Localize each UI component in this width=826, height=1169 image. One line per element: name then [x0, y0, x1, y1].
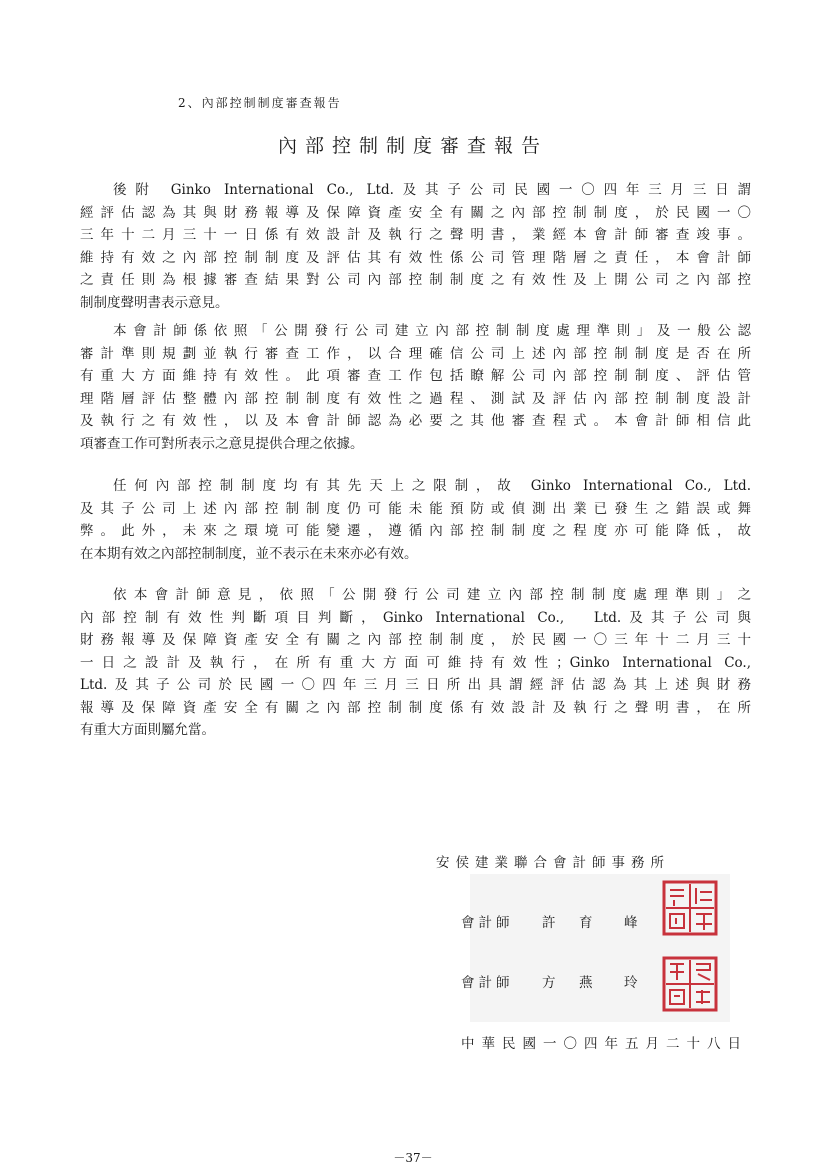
- paragraph-line: 三年十二月三十一日係有效設計及執行之聲明書，業經本會計師審查竣事。: [80, 227, 751, 243]
- paragraph-line: 制制度聲明書表示意見。: [80, 294, 229, 311]
- paragraph-line: 有重大方面則屬允當。: [80, 722, 215, 738]
- firm-name: 安侯建業聯合會計師事務所: [436, 855, 670, 871]
- paragraph-line: 維持有效之內部控制制度及評估其有效性係公司管理階層之責任，本會計師: [80, 249, 751, 266]
- paragraph-line: 經評估認為其與財務報導及保障資產安全有關之內部控制制度，於民國一〇: [80, 204, 751, 221]
- paragraph-line: 及其子公司上述內部控制制度仍可能未能預防或偵測出業已發生之錯誤或舞: [80, 500, 751, 517]
- paragraph-line: 本會計師係依照「公開發行公司建立內部控制制度處理準則」及一般公認: [113, 323, 751, 339]
- accountant-row-1: [461, 911, 650, 933]
- accountant-title: 會計師: [461, 915, 514, 931]
- report-date: 中華民國一〇四年五月二十八日: [461, 1036, 748, 1052]
- paragraph-line: Ltd.及其子公司於民國一〇四年三月三日所出具謂經評估認為其上述與財務: [80, 677, 751, 693]
- paragraph-line: 內部控制有效性判斷項目判斷，Ginko International Co., Ltd.及其子公司與: [80, 609, 751, 626]
- paragraph-line: 依本會計師意見，依照「公開發行公司建立內部控制制度處理準則」之: [113, 587, 751, 603]
- paragraph-line: 任何內部控制制度均有其先天上之限制，故 Ginko International Co., Ltd.: [113, 478, 751, 494]
- accountant-name-char: 峰: [624, 915, 638, 931]
- signature-block: [461, 874, 730, 1022]
- document-title: 內部控制制度審查報告: [277, 135, 548, 157]
- accountant-name-char: 許: [542, 915, 556, 931]
- paragraph-line: 審計準則規劃並執行審查工作，以合理確信公司上述內部控制制度是否在所: [80, 345, 751, 362]
- accountant-name-char: 方: [542, 975, 556, 991]
- paragraph-line: 之責任則為根據審查結果對公司內部控制制度之有效性及上開公司之內部控: [80, 272, 751, 288]
- accountant-name-char: 玲: [624, 975, 638, 991]
- paragraph-line: 有重大方面維持有效性。此項審查工作包括瞭解公司內部控制制度、評估管: [80, 368, 751, 384]
- section-heading: 2、內部控制制度審查報告: [178, 96, 342, 110]
- paragraph-line: 財務報導及保障資產安全有關之內部控制制度，於民國一〇三年十二月三十: [80, 632, 751, 648]
- accountant-seal-1: [662, 880, 718, 936]
- accountant-seal-2: [662, 956, 718, 1012]
- page-number: －37－: [393, 1151, 433, 1165]
- paragraph-line: 弊。此外，未來之環境可能變遷，遵循內部控制制度之程度亦可能降低，故: [80, 523, 751, 539]
- paragraph-line: 報導及保障資產安全有關之內部控制制度係有效設計及執行之聲明書，在所: [80, 699, 751, 716]
- paragraph-line: 理階層評估整體內部控制制度有效性之過程、測試及評估內部控制制度設計: [80, 390, 751, 407]
- paragraph-line: 項審查工作可對所表示之意見提供合理之依據。: [80, 435, 364, 452]
- accountant-title: 會計師: [461, 975, 514, 991]
- paragraph-line: 在本期有效之內部控制制度，並不表示在未來亦必有效。: [80, 545, 418, 562]
- accountant-name-char: 育: [579, 915, 593, 931]
- paragraph-line: 後附 Ginko International Co., Ltd.及其子公司民國一〇四年三月三日謂: [113, 182, 751, 198]
- accountant-row-2: [461, 971, 650, 993]
- accountant-name-char: 燕: [579, 975, 593, 991]
- paragraph-line: 及執行之有效性，以及本會計師認為必要之其他審查程式。本會計師相信此: [80, 413, 751, 429]
- paragraph-line: 一日之設計及執行，在所有重大方面可維持有效性；Ginko International Co.,: [80, 654, 751, 671]
